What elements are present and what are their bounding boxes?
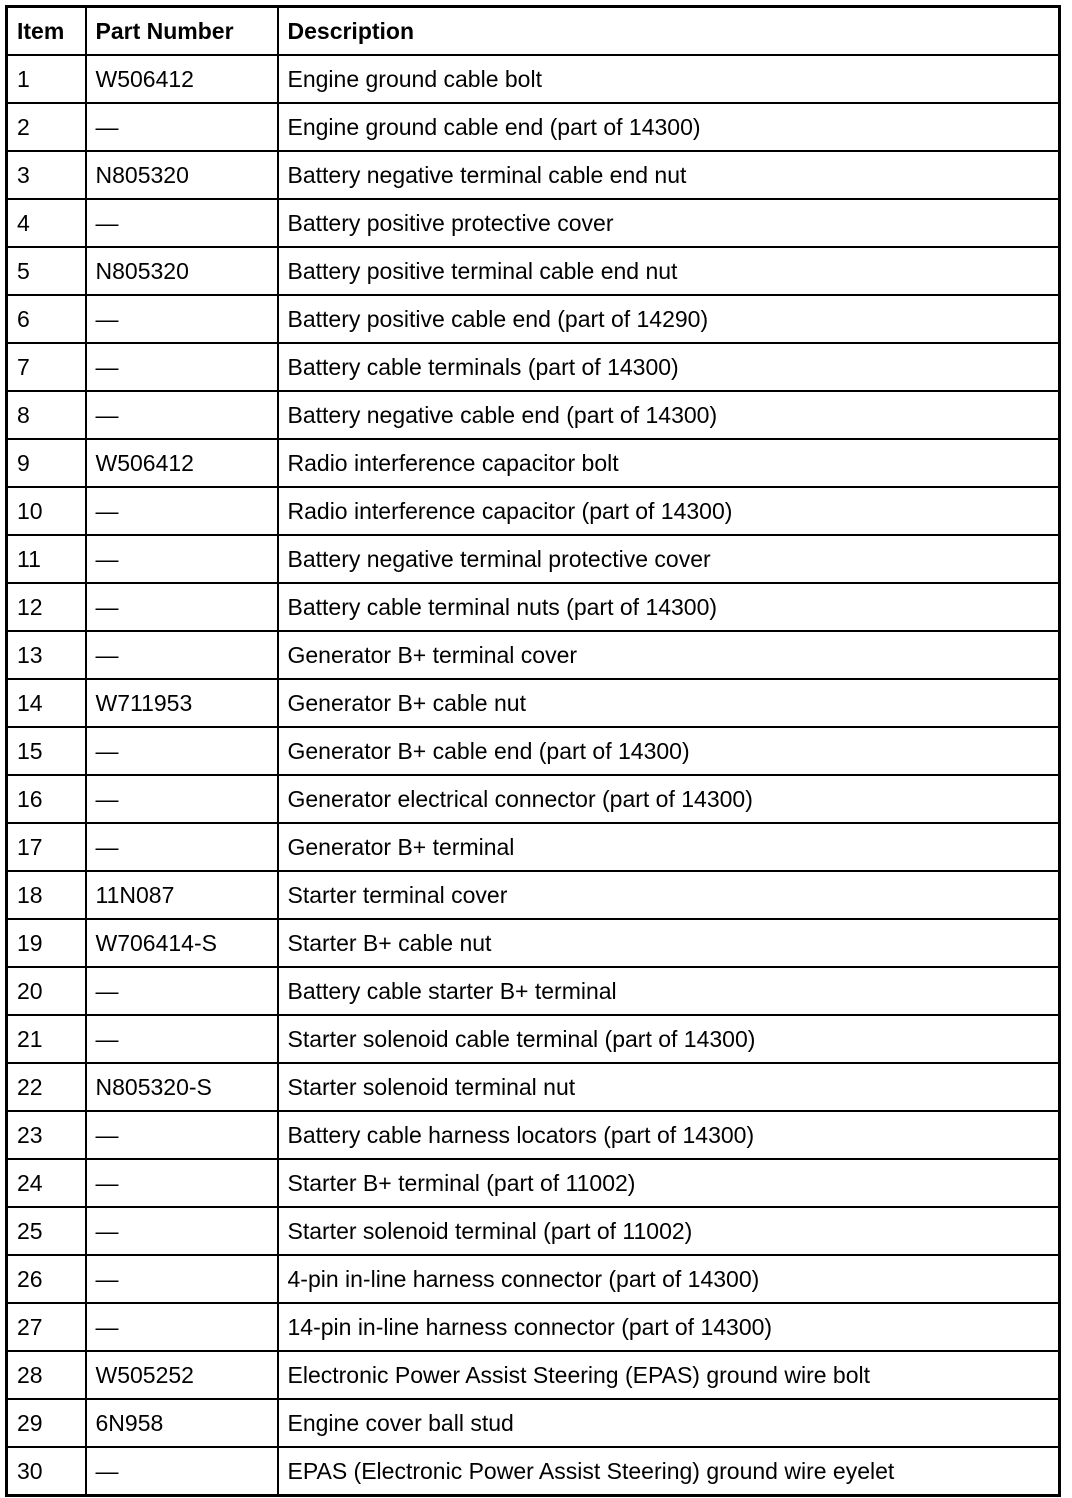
description-cell: Radio interference capacitor bolt <box>278 439 1060 487</box>
table-row <box>7 1111 1060 1159</box>
item-cell: 9 <box>7 439 86 487</box>
description-cell: Battery cable terminal nuts (part of 14300) <box>278 583 1060 631</box>
item-cell: 26 <box>7 1255 86 1303</box>
part-number-cell: — <box>86 631 278 679</box>
part-number-cell: — <box>86 1447 278 1496</box>
description-cell: Engine cover ball stud <box>278 1399 1060 1447</box>
description-cell: Generator B+ terminal cover <box>278 631 1060 679</box>
item-cell: 22 <box>7 1063 86 1111</box>
part-number-cell: 11N087 <box>86 871 278 919</box>
item-cell: 30 <box>7 1447 86 1496</box>
item-cell: 15 <box>7 727 86 775</box>
part-number-cell: — <box>86 1111 278 1159</box>
item-cell: 17 <box>7 823 86 871</box>
part-number-cell: W506412 <box>86 439 278 487</box>
table-row <box>7 151 1060 199</box>
table-row <box>7 1303 1060 1351</box>
description-cell: Generator B+ terminal <box>278 823 1060 871</box>
column-header-description: Description <box>278 7 1060 56</box>
part-number-cell: — <box>86 583 278 631</box>
description-cell: Battery cable terminals (part of 14300) <box>278 343 1060 391</box>
item-cell: 19 <box>7 919 86 967</box>
part-number-cell: — <box>86 1303 278 1351</box>
part-number-cell: N805320 <box>86 151 278 199</box>
description-cell: Battery negative terminal cable end nut <box>278 151 1060 199</box>
part-number-cell: N805320 <box>86 247 278 295</box>
description-cell: 14-pin in-line harness connector (part of 14300) <box>278 1303 1060 1351</box>
description-cell: Generator electrical connector (part of 14300) <box>278 775 1060 823</box>
part-number-cell: W711953 <box>86 679 278 727</box>
part-number-cell: — <box>86 727 278 775</box>
description-cell: Starter terminal cover <box>278 871 1060 919</box>
part-number-cell: — <box>86 775 278 823</box>
item-cell: 20 <box>7 967 86 1015</box>
table-row <box>7 343 1060 391</box>
table-row <box>7 103 1060 151</box>
table-row <box>7 1063 1060 1111</box>
item-cell: 16 <box>7 775 86 823</box>
item-cell: 5 <box>7 247 86 295</box>
table-row <box>7 1447 1060 1496</box>
table-row <box>7 919 1060 967</box>
item-cell: 4 <box>7 199 86 247</box>
description-cell: Battery positive cable end (part of 14290) <box>278 295 1060 343</box>
table-body <box>7 55 1060 1496</box>
item-cell: 25 <box>7 1207 86 1255</box>
part-number-cell: — <box>86 1159 278 1207</box>
table-row <box>7 1351 1060 1399</box>
table-row <box>7 631 1060 679</box>
item-cell: 7 <box>7 343 86 391</box>
description-cell: Electronic Power Assist Steering (EPAS) ground wire bolt <box>278 1351 1060 1399</box>
item-cell: 10 <box>7 487 86 535</box>
description-cell: Radio interference capacitor (part of 14300) <box>278 487 1060 535</box>
parts-table <box>5 5 1061 1497</box>
part-number-cell: 6N958 <box>86 1399 278 1447</box>
part-number-cell: — <box>86 343 278 391</box>
description-cell: Generator B+ cable end (part of 14300) <box>278 727 1060 775</box>
part-number-cell: — <box>86 823 278 871</box>
item-cell: 8 <box>7 391 86 439</box>
description-cell: Generator B+ cable nut <box>278 679 1060 727</box>
table-row <box>7 391 1060 439</box>
table-header-row <box>7 7 1060 56</box>
part-number-cell: — <box>86 391 278 439</box>
table-row <box>7 1207 1060 1255</box>
table-row <box>7 1399 1060 1447</box>
part-number-cell: — <box>86 487 278 535</box>
description-cell: 4-pin in-line harness connector (part of 14300) <box>278 1255 1060 1303</box>
item-cell: 24 <box>7 1159 86 1207</box>
item-cell: 21 <box>7 1015 86 1063</box>
part-number-cell: — <box>86 1207 278 1255</box>
column-header-part-number: Part Number <box>86 7 278 56</box>
description-cell: Battery positive protective cover <box>278 199 1060 247</box>
table-row <box>7 823 1060 871</box>
description-cell: EPAS (Electronic Power Assist Steering) ground wire eyelet <box>278 1447 1060 1496</box>
item-cell: 18 <box>7 871 86 919</box>
table-row <box>7 535 1060 583</box>
part-number-cell: N805320-S <box>86 1063 278 1111</box>
description-cell: Starter solenoid terminal (part of 11002) <box>278 1207 1060 1255</box>
description-cell: Starter B+ terminal (part of 11002) <box>278 1159 1060 1207</box>
table-row <box>7 871 1060 919</box>
part-number-cell: — <box>86 1015 278 1063</box>
description-cell: Battery cable harness locators (part of 14300) <box>278 1111 1060 1159</box>
item-cell: 27 <box>7 1303 86 1351</box>
part-number-cell: W506412 <box>86 55 278 103</box>
description-cell: Starter B+ cable nut <box>278 919 1060 967</box>
table-row <box>7 487 1060 535</box>
description-cell: Starter solenoid cable terminal (part of 14300) <box>278 1015 1060 1063</box>
item-cell: 11 <box>7 535 86 583</box>
item-cell: 29 <box>7 1399 86 1447</box>
table-row <box>7 679 1060 727</box>
item-cell: 28 <box>7 1351 86 1399</box>
item-cell: 1 <box>7 55 86 103</box>
table-row <box>7 1015 1060 1063</box>
item-cell: 3 <box>7 151 86 199</box>
table-row <box>7 1255 1060 1303</box>
table-row <box>7 583 1060 631</box>
description-cell: Battery positive terminal cable end nut <box>278 247 1060 295</box>
item-cell: 13 <box>7 631 86 679</box>
part-number-cell: — <box>86 199 278 247</box>
table-row <box>7 439 1060 487</box>
table-row <box>7 775 1060 823</box>
part-number-cell: — <box>86 295 278 343</box>
table-row <box>7 295 1060 343</box>
table-row <box>7 199 1060 247</box>
description-cell: Battery cable starter B+ terminal <box>278 967 1060 1015</box>
item-cell: 6 <box>7 295 86 343</box>
description-cell: Engine ground cable end (part of 14300) <box>278 103 1060 151</box>
part-number-cell: — <box>86 535 278 583</box>
description-cell: Starter solenoid terminal nut <box>278 1063 1060 1111</box>
part-number-cell: — <box>86 103 278 151</box>
part-number-cell: W706414-S <box>86 919 278 967</box>
description-cell: Battery negative cable end (part of 14300) <box>278 391 1060 439</box>
item-cell: 23 <box>7 1111 86 1159</box>
description-cell: Battery negative terminal protective cover <box>278 535 1060 583</box>
part-number-cell: — <box>86 1255 278 1303</box>
item-cell: 12 <box>7 583 86 631</box>
table-row <box>7 727 1060 775</box>
table-row <box>7 1159 1060 1207</box>
column-header-item: Item <box>7 7 86 56</box>
part-number-cell: — <box>86 967 278 1015</box>
part-number-cell: W505252 <box>86 1351 278 1399</box>
item-cell: 14 <box>7 679 86 727</box>
item-cell: 2 <box>7 103 86 151</box>
table-row <box>7 247 1060 295</box>
table-row <box>7 967 1060 1015</box>
description-cell: Engine ground cable bolt <box>278 55 1060 103</box>
table-row <box>7 55 1060 103</box>
